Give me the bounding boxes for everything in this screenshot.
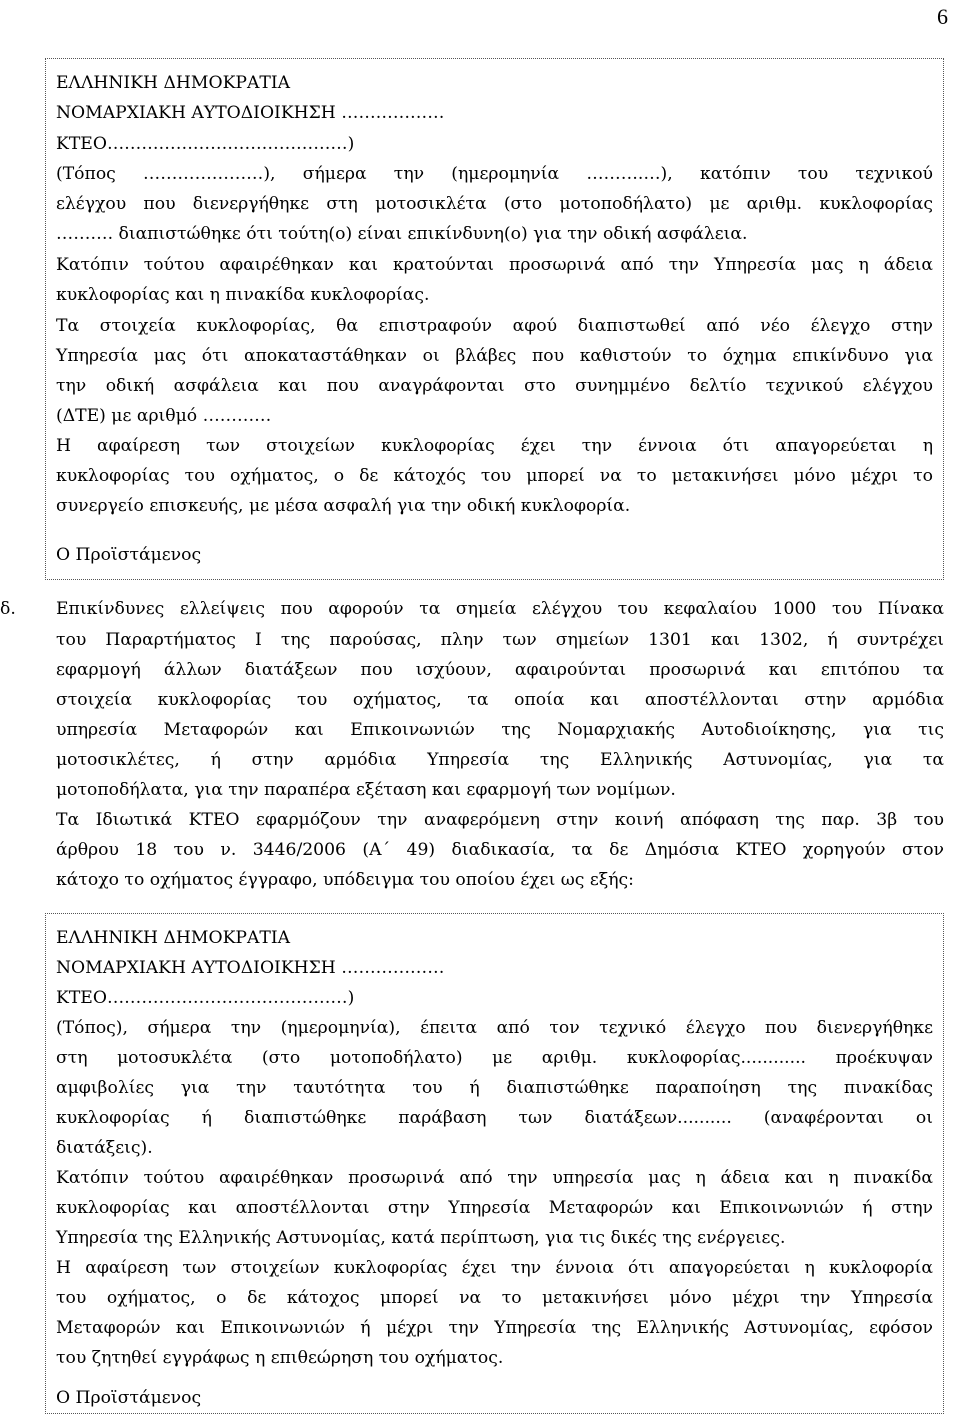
page-number: 6 (937, 4, 948, 29)
form1-line: κυκλοφορίας του οχήματος, ο δε κάτοχός του μπορεί να το μετακινήσει μόνο μέχρι το (56, 466, 933, 486)
form2-line: Υπηρεσία της Ελληνικής Αστυνομίας, κατά περίπτωση, για τις δικές της ενέργειες. (56, 1228, 786, 1248)
form2-line: (Τόπος), σήμερα την (ημερομηνία), έπειτα από τον τεχνικό έλεγχο που διενεργήθηκε (56, 1018, 933, 1038)
section-d-line: άρθρου 18 του ν. 3446/2006 (Α΄ 49) διαδικασία, τα δε Δημόσια ΚΤΕΟ χορηγούν στον (56, 840, 944, 860)
section-d-line: στοιχεία κυκλοφορίας του οχήματος, τα οποία και αποστέλλονται στην αρμόδια (56, 690, 944, 710)
form2-line: ΕΛΛΗΝΙΚΗ ΔΗΜΟΚΡΑΤΙΑ (56, 928, 291, 948)
form1-line: Κατόπιν τούτου αφαιρέθηκαν και κρατούνται προσωρινά από την Υπηρεσία μας η άδεια (56, 255, 933, 275)
form1-line: (Τόπος …………………), σήμερα την (ημερομηνία ……….…), κατόπιν του τεχνικού (56, 164, 933, 184)
form1-line: ΚΤΕΟ……………………………………) (56, 134, 355, 154)
section-d-line: μοτοσικλέτες, ή στην αρμόδια Υπηρεσία της Ελληνικής Αστυνομίας, για τα (56, 750, 944, 770)
section-d-line: κάτοχο το οχήματος έγγραφο, υπόδειγμα του οποίου έχει ως εξής: (56, 870, 634, 890)
form1-line: ΝΟΜΑΡΧΙΑΚΗ ΑΥΤΟΔΙΟΙΚΗΣΗ ……………… (56, 103, 445, 123)
section-d-line: μοτοποδήλατα, για την παραπέρα εξέταση και εφαρμογή των νομίμων. (56, 780, 676, 800)
form2-line: Η αφαίρεση των στοιχείων κυκλοφορίας έχει την έννοια ότι απαγορεύεται η κυκλοφορία (56, 1258, 933, 1278)
form2-line: του ζητηθεί εγγράφως η επιθεώρηση του οχήματος. (56, 1348, 504, 1368)
form1-line: ΕΛΛΗΝΙΚΗ ΔΗΜΟΚΡΑΤΙΑ (56, 73, 291, 93)
section-d-line: υπηρεσία Μεταφορών και Επικοινωνιών της Νομαρχιακής Αυτοδιοίκησης, για τις (56, 720, 944, 740)
form2-line: διατάξεις). (56, 1138, 153, 1158)
form2-line: του οχήματος, ο δε κάτοχος μπορεί να το μετακινήσει μόνο μέχρι την Υπηρεσία (56, 1288, 933, 1308)
section-bullet: δ. (0, 599, 16, 619)
section-d-line: Επικίνδυνες ελλείψεις που αφορούν τα σημεία ελέγχου του κεφαλαίου 1000 του Πίνακα (56, 599, 944, 619)
signature-label: Ο Προϊστάμενος (56, 1388, 202, 1408)
form2-line: αμφιβολίες για την ταυτότητα του ή διαπιστώθηκε παραποίηση της πινακίδας (56, 1078, 933, 1098)
section-d-line: του Παραρτήματος Ι της παρούσας, πλην των σημείων 1301 και 1302, ή συντρέχει (56, 630, 944, 650)
form1-line: συνεργείο επισκευής, με μέσα ασφαλή για την οδική κυκλοφορία. (56, 496, 631, 516)
form2-line: κυκλοφορίας ή διαπιστώθηκε παράβαση των διατάξεων.......... (αναφέρονται οι (56, 1108, 933, 1128)
form1-line: (ΔΤΕ) με αριθμό ………… (56, 406, 272, 426)
form2-line: κυκλοφορίας και αποστέλλονται στην Υπηρεσία Μεταφορών και Επικοινωνιών ή στην (56, 1198, 933, 1218)
section-d-line: Τα Ιδιωτικά ΚΤΕΟ εφαρμόζουν την αναφερόμενη στην κοινή απόφαση της παρ. 3β του (56, 810, 944, 830)
form1-line: ………. διαπιστώθηκε ότι τούτη(ο) είναι επικίνδυνη(ο) για την οδική ασφάλεια. (56, 224, 748, 244)
form2-line: Κατόπιν τούτου αφαιρέθηκαν προσωρινά από την υπηρεσία μας η άδεια και η πινακίδα (56, 1168, 933, 1188)
signature-label: Ο Προϊστάμενος (56, 545, 202, 565)
form2-line: Μεταφορών και Επικοινωνιών ή μέχρι την Υπηρεσία της Ελληνικής Αστυνομίας, εφόσον (56, 1318, 933, 1338)
form1-line: Υπηρεσία μας ότι αποκαταστάθηκαν οι βλάβες που καθιστούν το όχημα επικίνδυνο για (56, 346, 933, 366)
notice-form-box-1 (45, 58, 944, 580)
form1-line: κυκλοφορίας και η πινακίδα κυκλοφορίας. (56, 285, 430, 305)
form1-line: Η αφαίρεση των στοιχείων κυκλοφορίας έχει την έννοια ότι απαγορεύεται η (56, 436, 933, 456)
form2-line: ΚΤΕΟ……………………………………) (56, 988, 355, 1008)
form1-line: Τα στοιχεία κυκλοφορίας, θα επιστραφούν αφού διαπιστωθεί από νέο έλεγχο στην (56, 316, 933, 336)
section-d-line: εφαρμογή άλλων διατάξεων που ισχύουν, αφαιρούνται προσωρινά και επιτόπου τα (56, 660, 944, 680)
notice-form-box-2 (45, 913, 944, 1414)
form1-line: την οδική ασφάλεια και που αναγράφονται στο συνημμένο δελτίο τεχνικού ελέγχου (56, 376, 933, 396)
form2-line: στη μοτοσυκλέτα (στο μοτοποδήλατο) με αριθμ. κυκλοφορίας............ προέκυψαν (56, 1048, 933, 1068)
form1-line: ελέγχου που διενεργήθηκε στη μοτοσικλέτα (στο μοτοποδήλατο) με αριθμ. κυκλοφορίας (56, 194, 933, 214)
form2-line: ΝΟΜΑΡΧΙΑΚΗ ΑΥΤΟΔΙΟΙΚΗΣΗ ……………… (56, 958, 445, 978)
